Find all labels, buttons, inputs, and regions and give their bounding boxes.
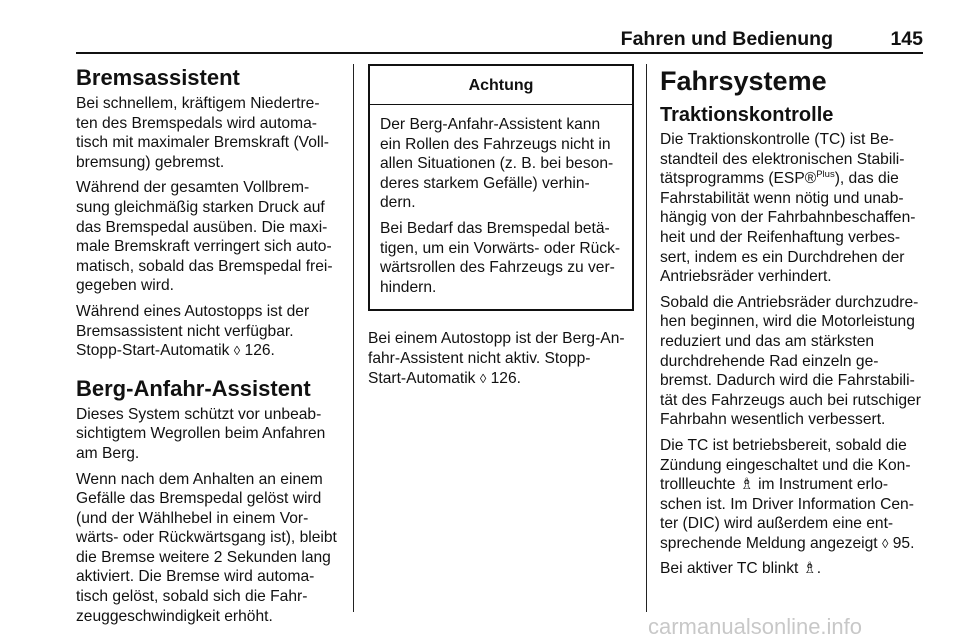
warning-box <box>368 64 634 311</box>
text-line: hen beginnen, wird die Motorleistung <box>660 313 915 331</box>
text-line: wärtsrollen des Fahrzeugs zu ver- <box>380 259 615 277</box>
chapter-heading-fahrsysteme: Fahrsysteme <box>660 66 827 96</box>
text-line: Bremsassistent nicht verfügbar. <box>76 322 294 340</box>
text-line: aktiviert. Die Bremse wird automa- <box>76 568 315 586</box>
text-line: Die TC ist betriebsbereit, sobald die <box>660 436 907 454</box>
column-divider <box>353 64 354 612</box>
text-line: Während der gesamten Vollbrem- <box>76 179 310 197</box>
text-line: wärts- oder Rückwärtsgang ist), bleibt <box>76 529 337 547</box>
page-reference-icon: ◊ <box>233 343 241 359</box>
column-left <box>76 64 342 632</box>
text-line: standteil des elektronischen Stabili- <box>660 150 905 168</box>
column-middle <box>368 64 634 394</box>
page-number: 145 <box>890 28 923 50</box>
text-line: durchdrehende Rad einzeln ge- <box>660 352 879 370</box>
text-line <box>76 341 342 361</box>
text-line: heit und der Reifenhaftung verbes- <box>660 228 901 246</box>
text-line: reduziert und das am stärksten <box>660 332 875 350</box>
page-reference[interactable]: 126. <box>244 342 275 360</box>
watermark: carmanualsonline.info <box>648 614 863 639</box>
text-line: allen Situationen (z. B. bei beson- <box>380 155 614 173</box>
paragraph <box>660 436 926 554</box>
chapter-title: Fahren und Bedienung <box>620 28 833 50</box>
traction-control-lamp-icon: ♗ <box>802 560 817 578</box>
paragraph <box>380 115 624 213</box>
text-line: (und der Wählhebel in einem Vor- <box>76 509 309 527</box>
esp-text: tätsprogramms (ESP® <box>660 170 817 188</box>
text-line: tät des Fahrzeugs auch bei rutschiger <box>660 391 921 409</box>
paragraph <box>368 329 634 388</box>
text-line: Sobald die Antriebsräder durchzudre- <box>660 293 919 311</box>
text-line <box>660 559 926 579</box>
text-line: schen ist. Im Driver Information Cen- <box>660 495 914 513</box>
text-line: die Bremse weitere 2 Sekunden lang <box>76 548 331 566</box>
esp-superscript: Plus <box>816 169 835 180</box>
text-line: ten des Bremspedals wird automa- <box>76 114 317 132</box>
text-line: tigen, um ein Vorwärts- oder Rück- <box>380 239 621 257</box>
text-line: Fahrbahn wesentlich verbessert. <box>660 411 886 429</box>
paragraph <box>660 559 926 579</box>
section-heading-bremsassistent: Bremsassistent <box>76 65 240 90</box>
text-line: fahr-Assistent nicht aktiv. Stopp- <box>368 349 591 367</box>
text-line: ter (DIC) wird außerdem eine ent- <box>660 515 894 533</box>
paragraph <box>76 94 342 172</box>
text-line: das Bremspedal ausüben. Die maxi- <box>76 218 328 236</box>
esp-text-after: ), das die <box>834 170 899 188</box>
text-line: Bei schnellem, kräftigem Niedertre- <box>76 95 320 112</box>
warning-title: Achtung <box>370 66 632 105</box>
text-line <box>660 169 926 189</box>
text-line: Während eines Autostopps ist der <box>76 302 310 320</box>
paragraph <box>76 405 342 464</box>
text-line: Bei Bedarf das Bremspedal betä- <box>380 219 610 237</box>
text-line: sert, indem es ein Durchdrehen der <box>660 248 905 266</box>
text-fragment: . <box>816 560 822 578</box>
page-reference-icon: ◊ <box>881 535 889 551</box>
text-line: male Bremskraft verringert sich auto- <box>76 238 332 256</box>
cross-reference-link[interactable]: Stopp-Start-Automatik <box>76 342 230 360</box>
column-divider <box>646 64 647 612</box>
text-line <box>660 475 926 495</box>
text-line: Gefälle das Bremspedal gelöst wird <box>76 490 322 508</box>
text-line: matisch, sobald das Bremspedal frei- <box>76 257 333 275</box>
text-line: sichtigtem Wegrollen beim Anfahren <box>76 425 326 443</box>
text-line: Dieses System schützt vor unbeab- <box>76 405 322 423</box>
text-line: Wenn nach dem Anhalten an einem <box>76 470 323 488</box>
text-line: am Berg. <box>76 444 140 462</box>
page-reference[interactable]: 126. <box>490 369 521 387</box>
text-fragment: im Instrument erlo- <box>758 476 889 494</box>
page-reference-icon: ◊ <box>479 370 487 386</box>
text-line: hängig von der Fahrbahnbeschaffen- <box>660 209 916 227</box>
text-line: sung gleichmäßig starken Druck auf <box>76 198 325 216</box>
text-line: zeuggeschwindigkeit erhöht. <box>76 607 273 625</box>
text-line: tisch gelöst, sobald sich die Fahr- <box>76 588 308 606</box>
text-line: Der Berg-Anfahr-Assistent kann <box>380 116 601 133</box>
column-right <box>660 64 926 585</box>
paragraph <box>76 302 342 361</box>
section-heading-traktionskontrolle: Traktionskontrolle <box>660 104 834 126</box>
text-line: Antriebsräder verhindert. <box>660 268 832 286</box>
text-line: ein Rollen des Fahrzeugs nicht in <box>380 135 611 153</box>
text-line <box>660 534 926 554</box>
text-line: Fahrstabilität wenn nötig und unab- <box>660 189 904 207</box>
text-line: Zündung eingeschaltet und die Kon- <box>660 456 911 474</box>
text-line: bremst. Dadurch wird die Fahrstabili- <box>660 372 915 390</box>
page-reference[interactable]: 95. <box>892 534 915 552</box>
text-line: dern. <box>380 194 416 212</box>
text-line: bremsung) gebremst. <box>76 153 225 171</box>
text-fragment: sprechende Meldung angezeigt <box>660 534 878 552</box>
paragraph <box>76 470 342 627</box>
text-line: tisch mit maximaler Bremskraft (Voll- <box>76 134 330 152</box>
text-line: deres starkem Gefälle) verhin- <box>380 174 590 192</box>
text-line: Die Traktionskontrolle (TC) ist Be- <box>660 131 894 148</box>
text-line: Bei einem Autostopp ist der Berg-An- <box>368 330 625 348</box>
paragraph <box>660 130 926 287</box>
cross-reference-link[interactable]: Start-Automatik <box>368 369 476 387</box>
page-header <box>76 28 923 54</box>
warning-body <box>370 105 632 309</box>
section-heading-berg-anfahr-assistent: Berg-Anfahr-Assistent <box>76 375 311 401</box>
paragraph <box>380 219 624 297</box>
text-line: gegeben wird. <box>76 277 174 295</box>
paragraph <box>76 178 342 296</box>
text-fragment: Bei aktiver TC blinkt <box>660 560 799 578</box>
paragraph <box>660 293 926 430</box>
text-line <box>368 369 634 389</box>
text-fragment: trollleuchte <box>660 476 736 494</box>
text-line: hindern. <box>380 278 437 296</box>
traction-control-lamp-icon: ♗ <box>739 476 754 494</box>
